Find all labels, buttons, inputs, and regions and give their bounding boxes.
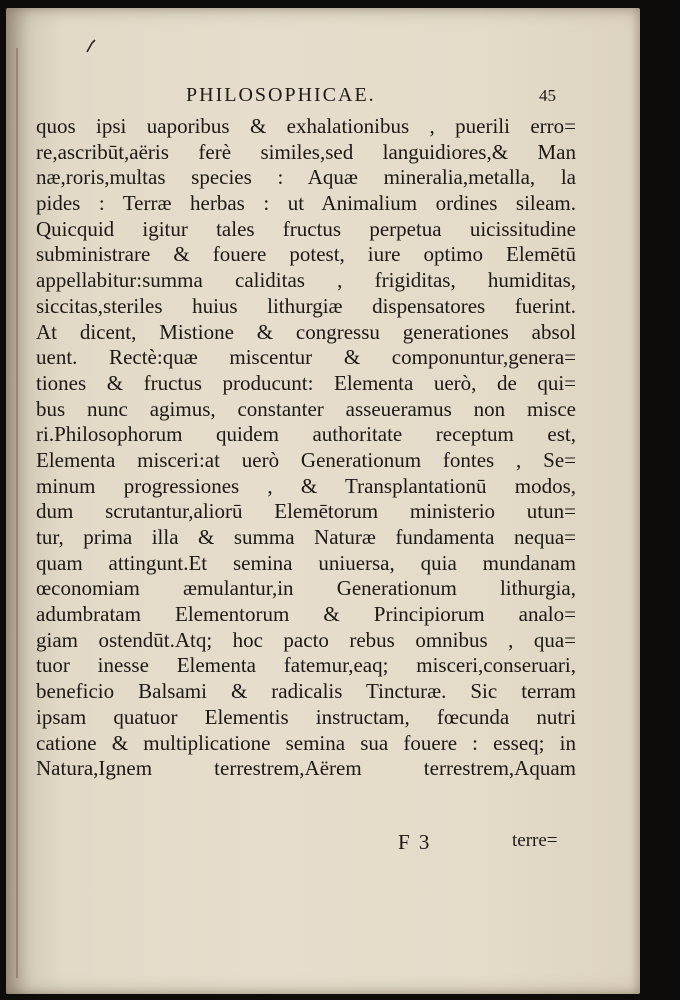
text-line: At dicent, Mistione & congressu generationes absol	[36, 319, 576, 344]
catchword: terre=	[512, 830, 558, 851]
text-line: tuor inesse Elementa fatemur,eaq; misceri,conseruari,	[36, 653, 576, 678]
text-line: ri.Philosophorum quidem authoritate receptum est,	[36, 422, 576, 447]
page-number: 45	[539, 86, 556, 105]
gutter-shadow	[16, 48, 18, 978]
text-line: siccitas,steriles huius lithurgiæ dispensatores fuerint.	[36, 293, 576, 318]
text-line: adumbratam Elementorum & Principiorum analo=	[36, 602, 576, 627]
text-line: Quicquid igitur tales fructus perpetua uicissitudine	[36, 216, 576, 241]
text-line: œconomiam æmulantur,in Generationum lithurgia,	[36, 576, 576, 601]
text-line: pides : Terræ herbas : ut Animalium ordines sileam.	[36, 191, 576, 216]
signature-mark: F 3	[398, 830, 432, 854]
text-line: Natura,Ignem terrestrem,Aërem terrestrem,Aquam	[36, 756, 576, 781]
text-line: dum scrutantur,aliorū Elemētorum ministerio utun=	[36, 499, 576, 524]
text-line: quos ipsi uaporibus & exhalationibus , puerili erro=	[36, 114, 576, 138]
body-text	[36, 114, 576, 782]
text-line: tur, prima illa & summa Naturæ fundamenta nequa=	[36, 525, 576, 549]
text-line: bus nunc agimus, constanter asseueramus non misce	[36, 396, 576, 421]
text-line: subministrare & fouere potest, iure optimo Elemētū	[36, 242, 576, 267]
text-line: ipsam quatuor Elementis instructam, fœcunda nutri	[36, 704, 576, 729]
text-line: giam ostendūt.Atq; hoc pacto rebus omnibus , qua=	[36, 627, 576, 652]
text-line: næ,roris,multas species : Aquæ mineralia,metalla, la	[36, 165, 576, 190]
text-line: beneficio Balsami & radicalis Tincturæ. Sic terram	[36, 679, 576, 704]
running-head: PHILOSOPHICAE.	[186, 84, 376, 106]
ink-mark-icon	[84, 38, 98, 54]
text-line: appellabitur:summa caliditas , frigiditas, humiditas,	[36, 268, 576, 293]
text-line: quam attingunt.Et semina uniuersa, quia mundanam	[36, 550, 576, 575]
text-line: tiones & fructus producunt: Elementa uerò, de qui=	[36, 370, 576, 395]
text-line: re,ascribūt,aëris ferè similes,sed languidiores,& Man	[36, 139, 576, 164]
text-line: uent. Rectè:quæ miscentur & componuntur,genera=	[36, 345, 576, 370]
text-line: Elementa misceri:at uerò Generationum fontes , Se=	[36, 447, 576, 472]
text-line: minum progressiones , & Transplantationū modos,	[36, 473, 576, 498]
text-line: catione & multiplicatione semina sua fouere : esseq; in	[36, 730, 576, 755]
